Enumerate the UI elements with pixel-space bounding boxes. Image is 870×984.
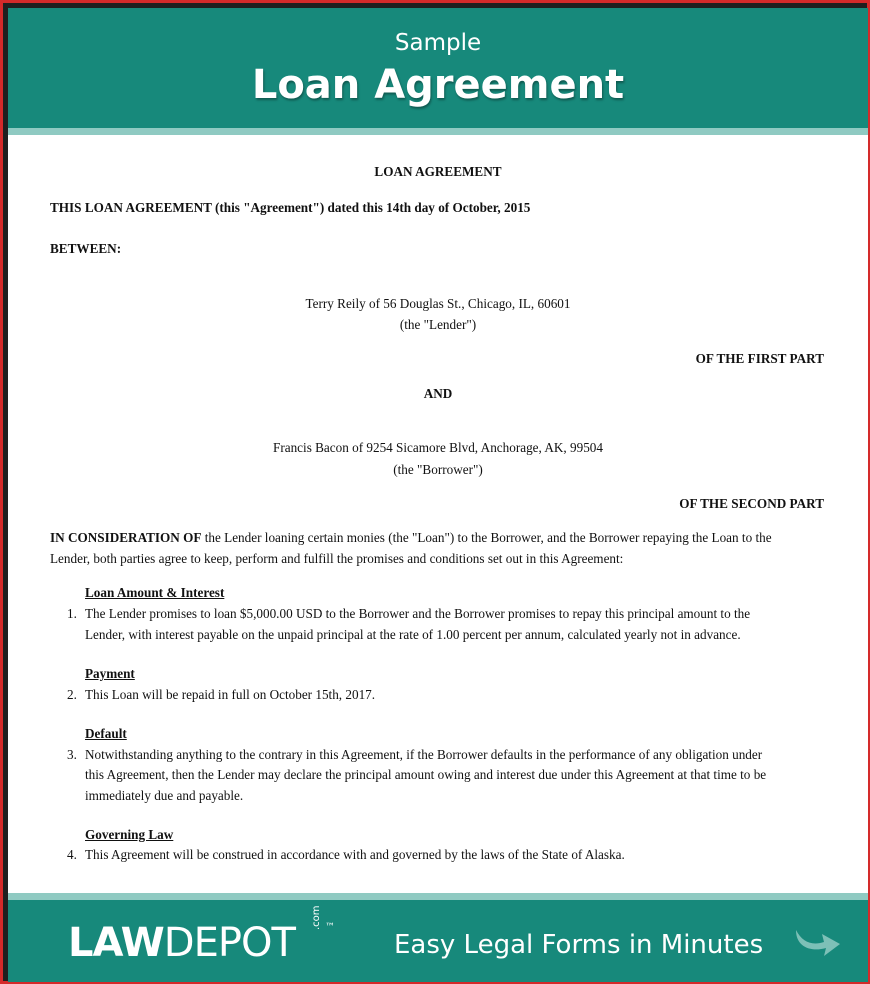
logo-trademark: ™ xyxy=(325,922,335,933)
header-stripe xyxy=(8,128,868,135)
footer-banner xyxy=(8,900,868,982)
section-number: 2. xyxy=(67,687,77,702)
header-banner xyxy=(8,8,868,128)
lender-line: Terry Reily of 56 Douglas St., Chicago, IL, 60601 xyxy=(305,296,571,311)
section-number: 1. xyxy=(67,606,77,621)
document-heading: LOAN AGREEMENT xyxy=(374,164,502,179)
and-label: AND xyxy=(423,386,453,401)
consideration-rest: the Lender loaning certain monies (the "Loan") to the Borrower, and the Borrower repaying the Loan to the xyxy=(201,530,772,545)
lawdepot-logo xyxy=(68,920,295,966)
lender-role: (the "Lender") xyxy=(399,317,477,332)
logo-depot: DEPOT xyxy=(163,920,295,966)
section-line: this Agreement, then the Lender may declare the principal amount owing and interest due under this Agreement at that time to be xyxy=(85,767,767,782)
footer-tagline: Easy Legal Forms in Minutes xyxy=(394,930,764,960)
document-body xyxy=(8,135,868,893)
second-part-label: OF THE SECOND PART xyxy=(679,496,824,511)
section-line: Notwithstanding anything to the contrary in this Agreement, if the Borrower defaults in the performance of any obligation under xyxy=(85,747,763,762)
borrower-role: (the "Borrower") xyxy=(393,462,483,477)
section-title-default: Default xyxy=(85,726,127,741)
section-line: immediately due and payable. xyxy=(85,788,244,803)
page-inner xyxy=(8,8,868,982)
section-number: 3. xyxy=(67,747,77,762)
logo-com: .com xyxy=(311,905,322,930)
section-title-payment: Payment xyxy=(85,666,135,681)
section-line: This Loan will be repaid in full on October 15th, 2017. xyxy=(85,687,376,702)
consideration-line-1 xyxy=(50,530,772,546)
header-subtitle: Sample xyxy=(394,30,482,56)
header-title: Loan Agreement xyxy=(251,62,625,108)
intro-line: THIS LOAN AGREEMENT (this "Agreement") dated this 14th day of October, 2015 xyxy=(50,200,531,215)
section-line: The Lender promises to loan $5,000.00 USD to the Borrower and the Borrower promises to repay this principal amount to the xyxy=(85,606,751,621)
consideration-bold: IN CONSIDERATION OF xyxy=(50,530,202,545)
logo-law: LAW xyxy=(68,920,164,966)
between-label: BETWEEN: xyxy=(50,241,122,256)
section-title-governing-law: Governing Law xyxy=(85,827,174,842)
section-line: Lender, with interest payable on the unpaid principal at the rate of 1.00 percent per annum, calculated yearly not in advance. xyxy=(85,627,741,642)
first-part-label: OF THE FIRST PART xyxy=(695,351,824,366)
curved-arrow-icon xyxy=(790,922,844,962)
section-title-loan-amount: Loan Amount & Interest xyxy=(85,585,225,600)
consideration-line-2: Lender, both parties agree to keep, perform and fulfill the promises and conditions set out in this Agreement: xyxy=(50,551,624,566)
borrower-line: Francis Bacon of 9254 Sicamore Blvd, Anchorage, AK, 99504 xyxy=(273,440,603,455)
section-line: This Agreement will be construed in accordance with and governed by the laws of the State of Alaska. xyxy=(85,847,625,862)
footer-stripe xyxy=(8,893,868,900)
section-number: 4. xyxy=(67,847,77,862)
